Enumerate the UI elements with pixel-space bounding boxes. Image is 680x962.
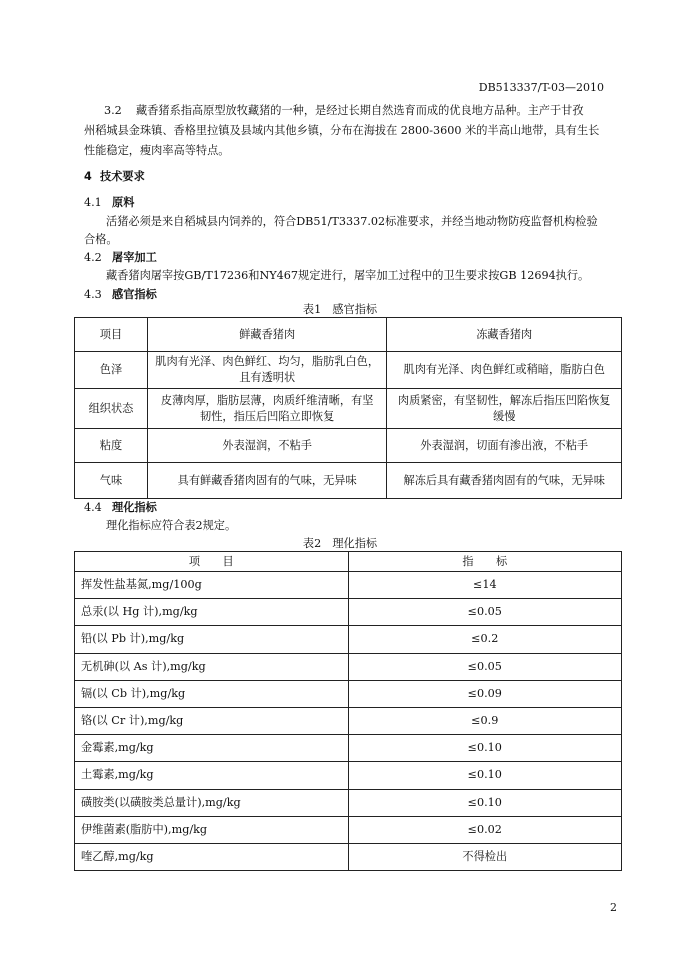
table-2-value: ≤0.2	[348, 626, 621, 653]
table-row	[75, 653, 622, 680]
section-4-1-line-2: 合格。	[84, 233, 118, 246]
table-row	[75, 572, 622, 599]
table-1-item: 色泽	[75, 352, 148, 389]
table-row	[75, 762, 622, 789]
table-row	[75, 707, 622, 734]
table-2-value: ≤0.9	[348, 707, 621, 734]
table-1-frozen-cell: 外表湿润，切面有渗出液，不粘手	[387, 429, 622, 463]
table-1-frozen-cell: 肉质紧密，有坚韧性，解冻后指压凹陷恢复 缓慢	[387, 389, 622, 429]
section-4-2-title: 屠宰加工	[112, 251, 157, 264]
table-1-frozen-cell: 解冻后具有藏香猪肉固有的气味，无异味	[387, 463, 622, 499]
table-2-item: 喹乙醇,mg/kg	[75, 843, 349, 870]
table-1-frozen-cell: 肌肉有光泽、肉色鲜红或稍暗，脂肪白色	[387, 352, 622, 389]
section-3-2-number: 3.2	[104, 104, 122, 117]
table-2-value: ≤0.05	[348, 599, 621, 626]
table-1-header-fresh: 鲜藏香猪肉	[147, 318, 387, 352]
table-row	[75, 816, 622, 843]
table-1-header-frozen: 冻藏香猪肉	[387, 318, 622, 352]
table-1-item: 组织状态	[75, 389, 148, 429]
table-2-item: 铬(以 Cr 计),mg/kg	[75, 707, 349, 734]
section-4-3-title: 感官指标	[112, 288, 157, 301]
section-4-1-line-1: 活猪必须是来自稻城县内饲养的，符合DB51/T3337.02标准要求，并经当地动物防疫监督机构检验	[106, 215, 598, 228]
table-2-item: 铅(以 Pb 计),mg/kg	[75, 626, 349, 653]
table-2-item: 土霉素,mg/kg	[75, 762, 349, 789]
section-4-1-number: 4.1	[84, 196, 102, 209]
table-row	[75, 429, 622, 463]
table-1-header-item: 项目	[75, 318, 148, 352]
table-row	[75, 789, 622, 816]
table-1-item: 气味	[75, 463, 148, 499]
table-2-item: 挥发性盐基氮,mg/100g	[75, 572, 349, 599]
table-row	[75, 463, 622, 499]
table-2-item: 镉(以 Cb 计),mg/kg	[75, 680, 349, 707]
table-row	[75, 599, 622, 626]
table-1-fresh-cell: 皮薄肉厚，脂肪层薄，肉质纤维清晰，有坚 韧性，指压后凹陷立即恢复	[147, 389, 387, 429]
table-row	[75, 352, 622, 389]
page-number: 2	[610, 901, 617, 914]
section-4-title: 技术要求	[100, 170, 145, 183]
table-row	[75, 680, 622, 707]
table-row	[75, 389, 622, 429]
table-2-caption: 表2 理化指标	[302, 537, 378, 550]
table-2-value: ≤0.05	[348, 653, 621, 680]
table-2-item: 金霉素,mg/kg	[75, 735, 349, 762]
table-2-value: ≤0.10	[348, 789, 621, 816]
table-2-header-item: 项 目	[75, 552, 349, 572]
section-4-4-title: 理化指标	[112, 501, 157, 514]
table-1-caption: 表1 感官指标	[302, 303, 378, 316]
table-2-value: ≤0.10	[348, 762, 621, 789]
table-row	[75, 735, 622, 762]
section-4-4-number: 4.4	[84, 501, 102, 514]
table-2-item: 磺胺类(以磺胺类总量计),mg/kg	[75, 789, 349, 816]
physicochemical-table	[74, 551, 622, 871]
table-2-header-value: 指 标	[348, 552, 621, 572]
table-2-item: 无机砷(以 As 计),mg/kg	[75, 653, 349, 680]
section-4-2-line-1: 藏香猪肉屠宰按GB/T17236和NY467规定进行，屠宰加工过程中的卫生要求按GB 12694执行。	[106, 269, 590, 282]
table-1-item: 粘度	[75, 429, 148, 463]
section-4-3-number: 4.3	[84, 288, 102, 301]
section-3-2-line-2: 州稻城县金珠镇、香格里拉镇及县域内其他乡镇，分布在海拔在 2800-3600 米的半高山地带，具有生长	[84, 124, 600, 137]
table-2-item: 伊维菌素(脂肪中),mg/kg	[75, 816, 349, 843]
section-3-2-line-1: 藏香猪系指高原型放牧藏猪的一种，是经过长期自然选育而成的优良地方品种。主产于甘孜	[136, 104, 584, 117]
table-2-value: ≤14	[348, 572, 621, 599]
table-2-value: ≤0.02	[348, 816, 621, 843]
document-code: DB513337/T-03—2010	[478, 81, 604, 94]
table-2-value: 不得检出	[348, 843, 621, 870]
table-row	[75, 843, 622, 870]
section-4-4-line-1: 理化指标应符合表2规定。	[106, 519, 237, 532]
table-1-fresh-cell: 肌肉有光泽、肉色鲜红、均匀，脂肪乳白色， 且有透明状	[147, 352, 387, 389]
table-2-value: ≤0.10	[348, 735, 621, 762]
table-row	[75, 626, 622, 653]
section-4-2-number: 4.2	[84, 251, 102, 264]
table-2-item: 总汞(以 Hg 计),mg/kg	[75, 599, 349, 626]
section-3-2-line-3: 性能稳定，瘦肉率高等特点。	[84, 144, 230, 157]
section-4-number: 4	[84, 170, 92, 183]
table-1-fresh-cell: 外表湿润，不粘手	[147, 429, 387, 463]
table-2-value: ≤0.09	[348, 680, 621, 707]
table-1-fresh-cell: 具有鲜藏香猪肉固有的气味，无异味	[147, 463, 387, 499]
section-4-1-title: 原料	[112, 196, 135, 209]
sensory-table	[74, 317, 622, 499]
